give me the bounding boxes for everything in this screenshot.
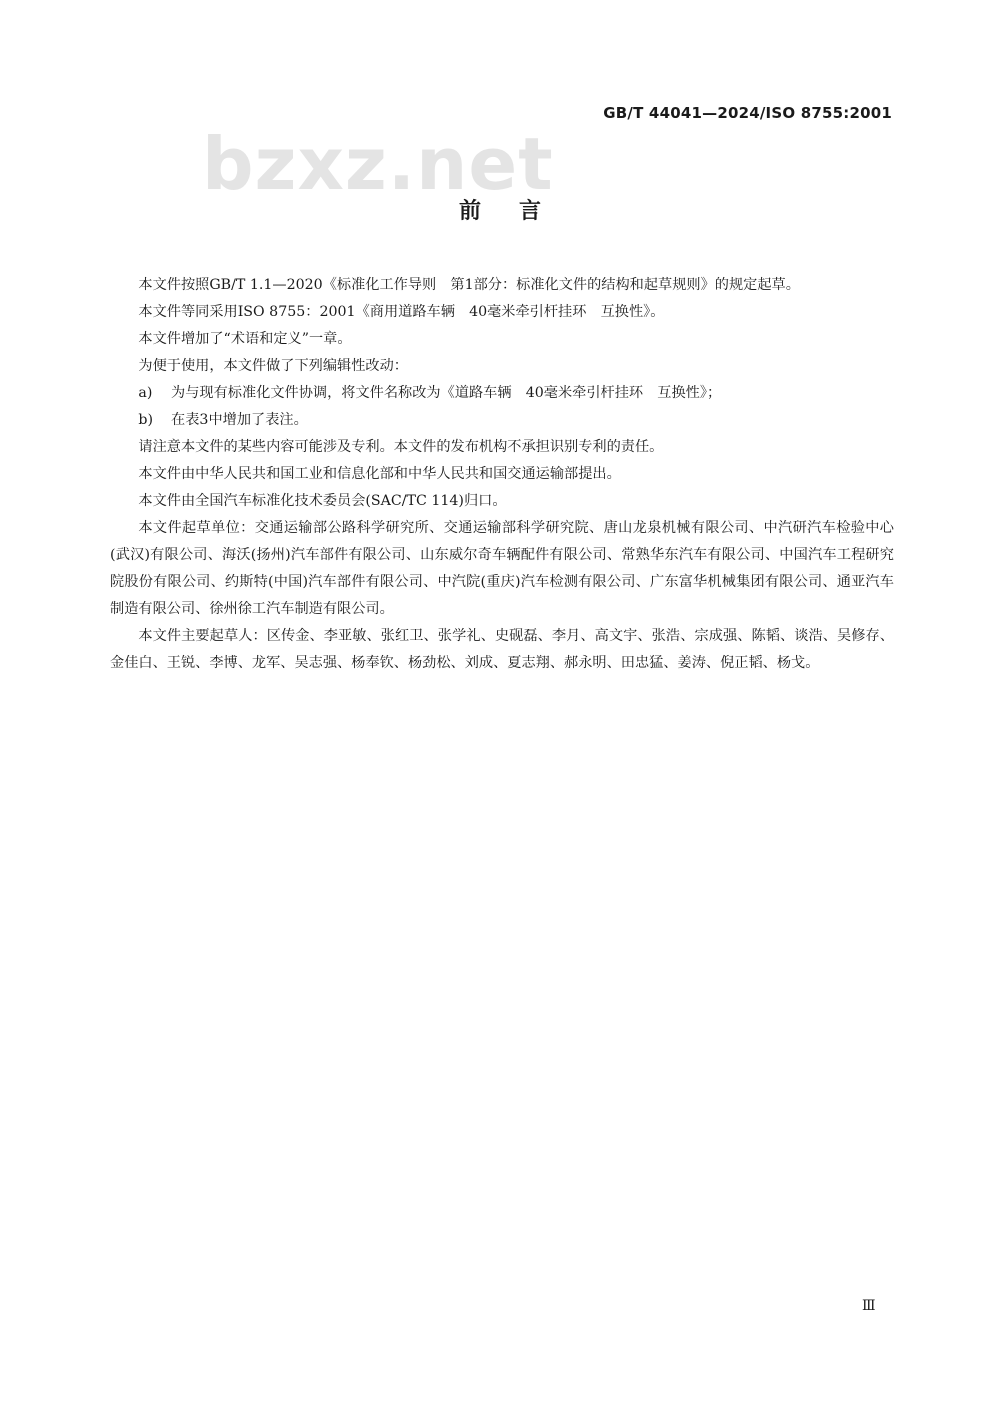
paragraph-terms-added: 本文件增加了“术语和定义”一章。 xyxy=(138,331,352,347)
list-item xyxy=(110,380,894,407)
paragraph-adoption: 本文件等同采用ISO 8755：2001《商用道路车辆 40毫米牵引杆挂环 互换性》。 xyxy=(138,304,665,320)
list-item xyxy=(110,407,894,434)
paragraph-drafting-units: 本文件起草单位：交通运输部公路科学研究所、交通运输部科学研究院、唐山龙泉机械有限公司、中汽研汽车检验中心(武汉)有限公司、海沃(扬州)汽车部件有限公司、山东威尔奇车辆配件有限公司、常熟华东汽车有限公司、中国汽车工程研究院股份有限公司、约斯特(中国)汽车部件有限公司、中汽院(重庆)汽车检测有限公司、广东富华机械集团有限公司、通亚汽车制造有限公司、徐州徐工汽车制造有限公司。 xyxy=(110,520,894,617)
paragraph-patent-notice: 请注意本文件的某些内容可能涉及专利。本文件的发布机构不承担识别专利的责任。 xyxy=(138,439,664,455)
document-body xyxy=(110,272,894,677)
list-item-text: 在表3中增加了表注。 xyxy=(171,412,308,428)
paragraph-editorial-changes: 为便于使用，本文件做了下列编辑性改动： xyxy=(138,358,408,374)
paragraph-committee: 本文件由全国汽车标准化技术委员会(SAC/TC 114)归口。 xyxy=(138,493,507,509)
paragraph-drafters: 本文件主要起草人：区传金、李亚敏、张红卫、张学礼、史砚磊、李月、高文宇、张浩、宗成强、陈韬、谈浩、吴修存、金佳白、王锐、李博、龙军、吴志强、杨奉钦、杨劲松、刘成、夏志翔、郝永明、田忠猛、姜涛、倪正韬、杨戈。 xyxy=(110,628,894,671)
list-marker: b) xyxy=(138,412,154,428)
standard-code: GB/T 44041—2024/ISO 8755:2001 xyxy=(603,104,892,122)
watermark: bzxz.net xyxy=(202,122,554,206)
list-item-text: 为与现有标准化文件协调，将文件名称改为《道路车辆 40毫米牵引杆挂环 互换性》； xyxy=(171,385,722,401)
page-title: 前言 xyxy=(458,199,579,224)
paragraph-proposer: 本文件由中华人民共和国工业和信息化部和中华人民共和国交通运输部提出。 xyxy=(138,466,621,482)
paragraph-drafting-rules: 本文件按照GB/T 1.1—2020《标准化工作导则 第1部分：标准化文件的结构和起草规则》的规定起草。 xyxy=(138,277,800,293)
page-number: Ⅲ xyxy=(862,1298,876,1314)
list-marker: a) xyxy=(138,385,153,401)
